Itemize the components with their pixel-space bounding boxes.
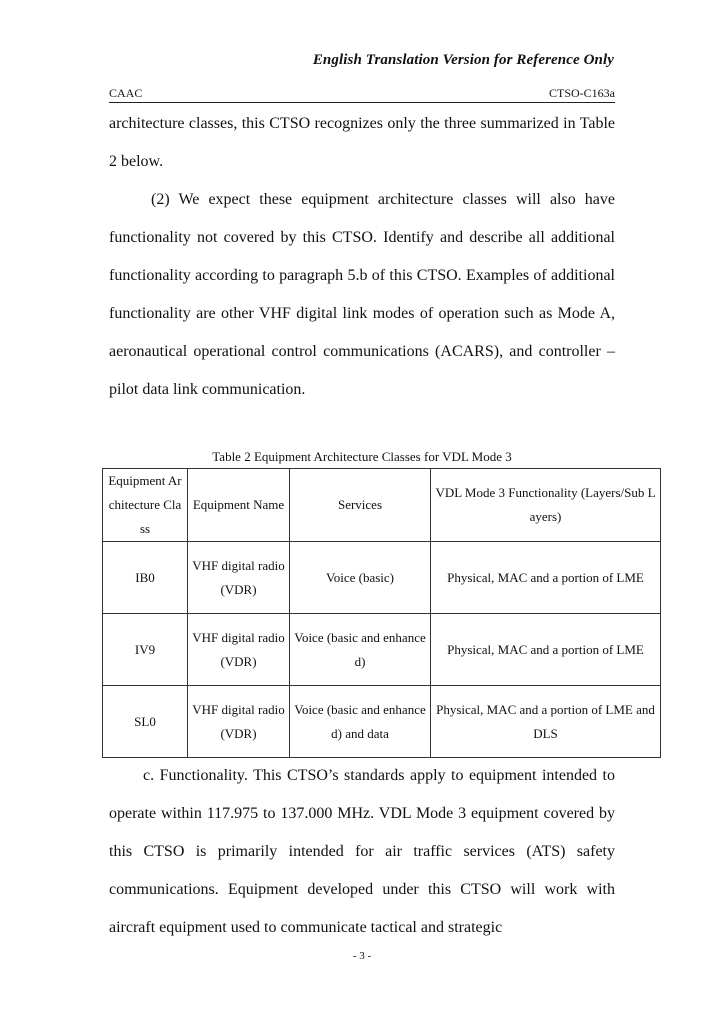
page-number: - 3 -	[352, 950, 372, 962]
header-org: CAAC	[109, 86, 143, 100]
table-row	[103, 686, 661, 758]
table-header-row	[103, 469, 661, 542]
cell-class: IB0	[103, 542, 188, 614]
header-services: Services	[290, 469, 431, 542]
header-architecture-class: Equipment Architecture Class	[103, 469, 188, 542]
architecture-classes-table	[102, 468, 661, 758]
cell-functionality: Physical, MAC and a portion of LME	[431, 614, 661, 686]
cell-services: Voice (basic)	[290, 542, 431, 614]
cell-services: Voice (basic and enhanced) and data	[290, 686, 431, 758]
translation-banner: English Translation Version for Reference Only	[312, 52, 614, 68]
page-header	[109, 84, 615, 103]
cell-functionality: Physical, MAC and a portion of LME	[431, 542, 661, 614]
table-row	[103, 542, 661, 614]
cell-services: Voice (basic and enhanced)	[290, 614, 431, 686]
paragraph-additional-functionality: (2) We expect these equipment architecture classes will also have functionality not covered by this CTSO. Identify and describe all additional functionality according to paragraph 5.b of this CTSO. Examples of additional functionality are other VHF digital link modes of operation such as Mode A, aeronautical operational control communications (ACARS), and controller – pilot data link communication.	[109, 191, 615, 398]
header-functionality: VDL Mode 3 Functionality (Layers/Sub Layers)	[431, 469, 661, 542]
paragraph-functionality: c. Functionality. This CTSO’s standards apply to equipment intended to operate within 117.975 to 137.000 MHz. VDL Mode 3 equipment covered by this CTSO is primarily intended for air traffic services (ATS) safety communications. Equipment developed under this CTSO will work with aircraft equipment used to communicate tactical and strategic	[109, 767, 615, 936]
header-equipment-name: Equipment Name	[188, 469, 290, 542]
cell-equipment-name: VHF digital radio (VDR)	[188, 614, 290, 686]
cell-equipment-name: VHF digital radio (VDR)	[188, 686, 290, 758]
cell-functionality: Physical, MAC and a portion of LME and DLS	[431, 686, 661, 758]
header-doc-id: CTSO-C163a	[549, 86, 615, 100]
table-row	[103, 614, 661, 686]
cell-class: IV9	[103, 614, 188, 686]
table-caption: Table 2 Equipment Architecture Classes for VDL Mode 3	[212, 449, 512, 464]
cell-equipment-name: VHF digital radio (VDR)	[188, 542, 290, 614]
paragraph-architecture-classes: architecture classes, this CTSO recognizes only the three summarized in Table 2 below.	[109, 115, 615, 170]
cell-class: SL0	[103, 686, 188, 758]
